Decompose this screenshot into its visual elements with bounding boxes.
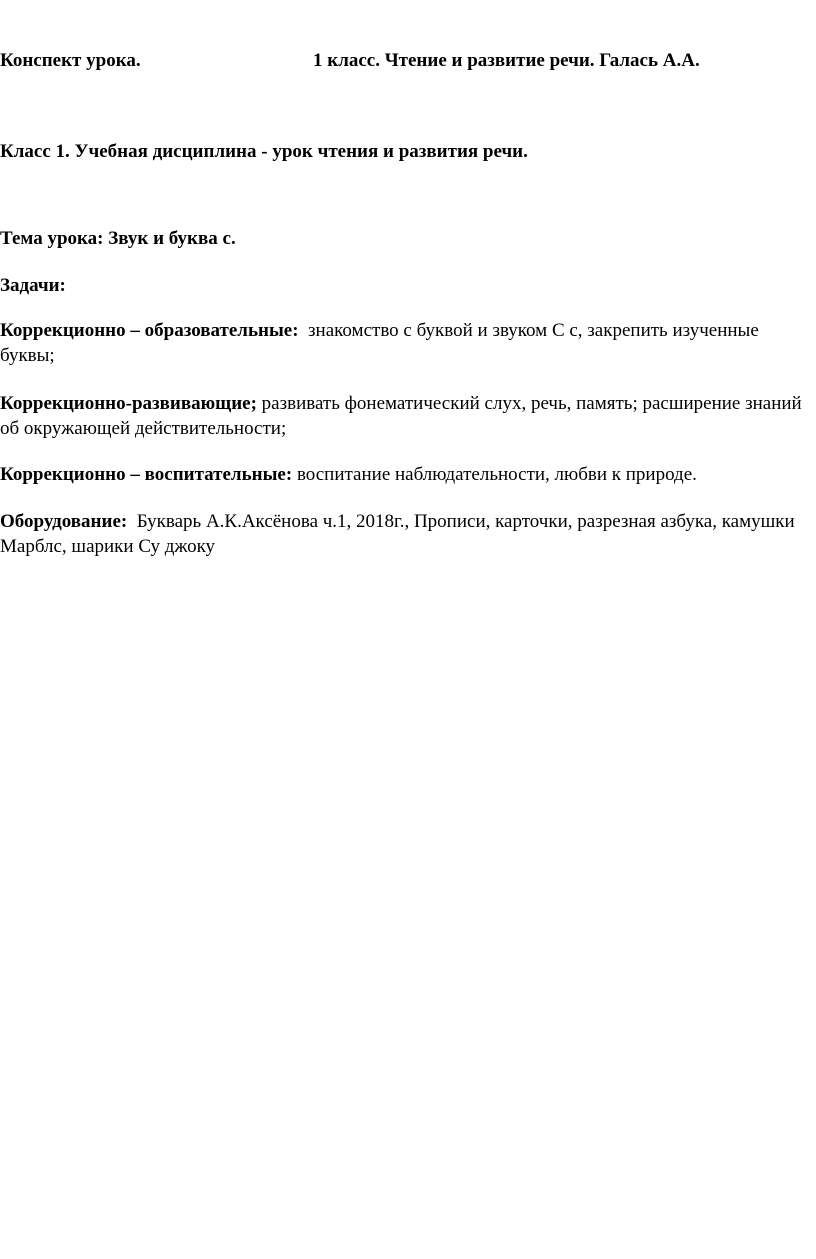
paragraph-text: Букварь А.К.Аксёнова ч.1, 2018г., Прописи, карточки, разрезная азбука, камушки Марблс, шарики Су джоку — [0, 511, 800, 557]
document-header-title: Конспект урока. — [0, 50, 141, 71]
task-paragraph-upbringing — [0, 462, 810, 487]
paragraph-label: Коррекционно – образовательные: — [0, 320, 299, 341]
lesson-topic: Тема урока: Звук и буква с. — [0, 228, 236, 249]
task-paragraph-educational — [0, 318, 810, 368]
paragraph-label: Оборудование: — [0, 511, 128, 532]
paragraph-text: развивать фонематический слух, речь, память; расширение знаний об окружающей действительности; — [0, 393, 807, 439]
equipment-paragraph — [0, 509, 810, 559]
paragraph-text: воспитание наблюдательности, любви к природе. — [292, 464, 697, 485]
tasks-heading: Задачи: — [0, 275, 66, 296]
task-paragraph-developmental — [0, 391, 810, 441]
class-discipline-line: Класс 1. Учебная дисциплина - урок чтения и развития речи. — [0, 141, 528, 162]
document-header-info: 1 класс. Чтение и развитие речи. Галась А.А. — [313, 50, 700, 71]
paragraph-text: знакомство с буквой и звуком С с, закрепить изученные буквы; — [0, 320, 764, 366]
paragraph-label: Коррекционно-развивающие; — [0, 393, 257, 414]
paragraph-label: Коррекционно – воспитательные: — [0, 464, 293, 485]
